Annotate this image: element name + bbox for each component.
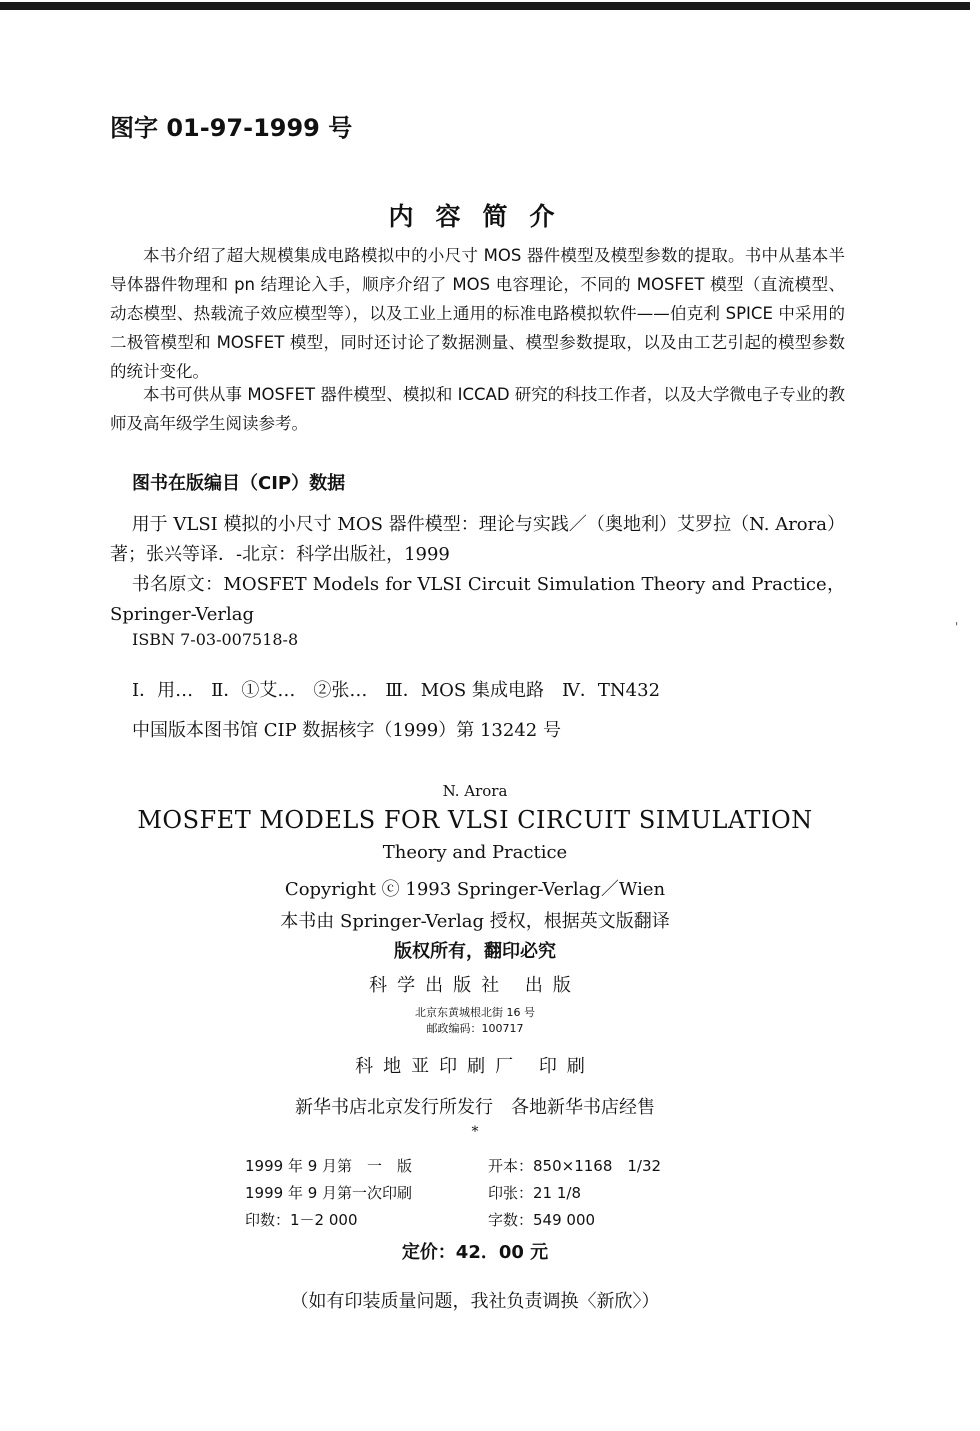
postcode-line: 邮政编码：100717 [426,1022,524,1035]
cip-subjects: Ⅰ．用… Ⅱ．①艾… ②张… Ⅲ．MOS 集成电路 Ⅳ．TN432 [132,680,661,701]
print-run-info: 印数：1－2 000 [245,1211,358,1229]
publisher-address [0,1005,950,1037]
top-edge-bar [0,2,970,10]
translation-authorization: 本书由 Springer-Verlag 授权，根据英文版翻译 [280,911,670,932]
printing-info: 1999 年 9 月第一次印刷 [245,1184,413,1202]
cip-entry: 用于 VLSI 模拟的小尺寸 MOS 器件模型：理论与实践／（奥地利）艾罗拉（N. Arora）著；张兴等译．-北京：科学出版社，1999 [110,514,845,565]
separator-star: * [471,1124,479,1140]
edition-info: 1999 年 9 月第 一 版 [245,1157,413,1175]
word-count-info: 字数：549 000 [488,1211,596,1229]
original-copyright: Copyright ⓒ 1993 Springer-Verlag／Wien [284,879,666,900]
quality-notice: （如有印装质量问题，我社负责调换〈新欣〉） [290,1291,660,1312]
cip-original-title: 书名原文：MOSFET Models for VLSI Circuit Simulation Theory and Practice，Springer-Verlag [110,574,845,625]
distribution-line: 新华书店北京发行所发行 各地新华书店经售 [295,1097,655,1118]
publisher-line: 科学出版社 出版 [369,975,581,996]
format-info: 开本：850×1168 1/32 [488,1157,662,1175]
summary-heading: 内容简介 [388,202,577,231]
cip-heading: 图书在版编目（CIP）数据 [132,473,346,494]
cip-record-number: 中国版本图书馆 CIP 数据核字（1999）第 13242 号 [132,720,561,741]
address-line: 北京东黄城根北街 16 号 [415,1006,535,1019]
sheets-info: 印张：21 1/8 [488,1184,581,1202]
printer-line: 科地亚印刷厂 印刷 [355,1056,595,1077]
edge-mark: ' [955,620,959,634]
summary-paragraph-1: 本书介绍了超大规模集成电路模拟中的小尺寸 MOS 器件模型及模型参数的提取。书中从基本半导体器件物理和 pn 结理论入手，顺序介绍了 MOS 电容理论，不同的 MOSFET 模型（直流模型、动态模型、热载流子效应模型等），以及工业上通用的标准电路模拟软件——伯克利 SPICE 中采用的二极管模型和 MOSFET 模型，同时还讨论了数据测量、模型参数提取，以及由工艺引起的模型参数的统计变化。 [110,246,845,381]
price: 定价：42．00 元 [401,1242,549,1263]
registration-number: 图字 01-97-1999 号 [110,114,353,142]
original-subtitle: Theory and Practice [382,842,568,863]
original-author: N. Arora [442,782,508,800]
rights-statement: 版权所有，翻印必究 [394,941,556,962]
cip-isbn: ISBN 7-03-007518-8 [132,630,299,649]
summary-paragraph-2: 本书可供从事 MOSFET 器件模型、模拟和 ICCAD 研究的科技工作者，以及大学微电子专业的教师及高年级学生阅读参考。 [110,385,845,433]
original-title: MOSFET MODELS FOR VLSI CIRCUIT SIMULATION [137,806,813,834]
